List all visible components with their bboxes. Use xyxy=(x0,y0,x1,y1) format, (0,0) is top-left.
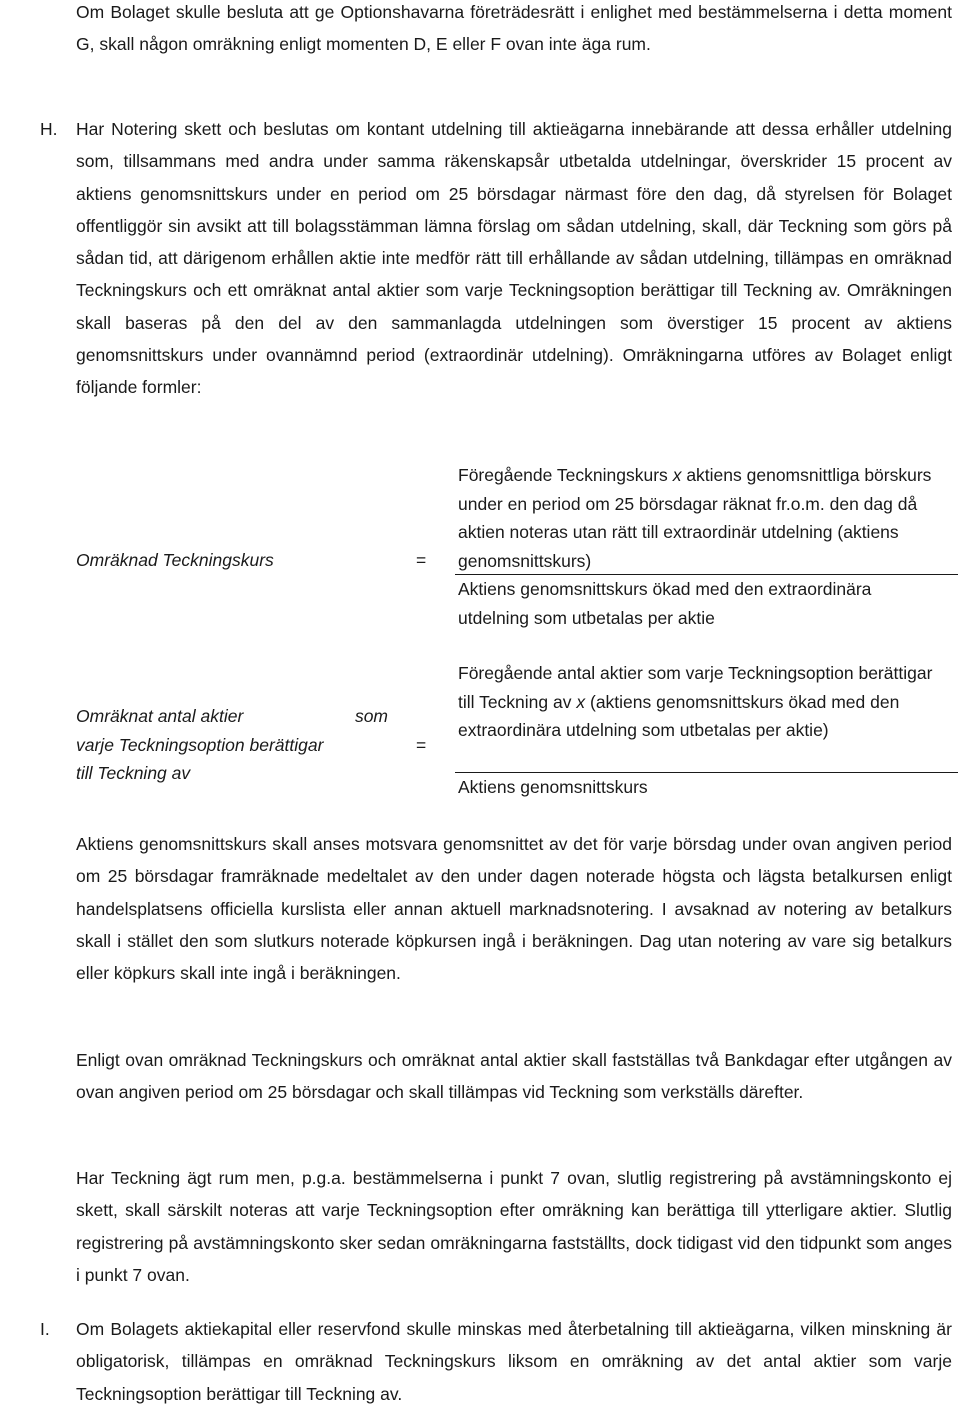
formula2-denominator: Aktiens genomsnittskurs xyxy=(458,777,648,797)
formula1-num-b: aktiens genomsnittliga börskurs under en period om 25 börsdagar räknat fr.o.m. den dag då aktien noteras utan rätt till extraordinär utdelning (aktiens genomsnittskurs) xyxy=(458,465,932,571)
formula1-equals: = xyxy=(416,550,427,570)
formula2-left-line2: varje Teckningsoption berättigar xyxy=(76,734,324,755)
formula2-times: x xyxy=(576,691,586,712)
formula2-left-term xyxy=(76,702,388,788)
formula2-left-line1a: Omräknat antal aktier xyxy=(76,706,244,726)
section-h-paragraph: Har Notering skett och beslutas om kontant utdelning till aktieägarna innebärande att dessa erhåller utdelning som, tillsammans med andra under samma räkenskapsår utbetalda utdelningar, överskrider 15 procent av aktiens genomsnittskurs under en period om 25 börsdagar närmast före den dag, då styrelsen för Bolaget offentliggör sin avsikt att till bolagsstämman lämna förslag om sådan utdelning, skall, där Teckning som görs på sådan tid, att därigenom erhållen aktie inte medför rätt till erhållande av sådan utdelning, tillämpas en omräknad Teckningskurs och ett omräknat antal aktier som varje Teckningsoption berättigar till Teckning av. Omräkningen skall baseras på den del av den sammanlagda utdelningen som överstiger 15 procent av aktiens genomsnittskurs under ovannämnd period (extraordinär utdelning). Omräkningarna utföres av Bolaget enligt följande formler: xyxy=(76,119,952,398)
teckning-registrering-paragraph: Har Teckning ägt rum men, p.g.a. bestämmelserna i punkt 7 ovan, slutlig registrering på avstämningskonto ej skett, skall särskilt noteras att varje Teckningsoption efter omräkning kan berättiga till ytterligare aktier. Slutlig registrering på avstämningskonto sker sedan omräkningarna fastställts, dock tidigast vid den tidpunkt som anges i punkt 7 ovan. xyxy=(76,1168,952,1285)
formula2-numerator xyxy=(458,659,948,745)
section-i-paragraph: Om Bolagets aktiekapital eller reservfond skulle minskas med återbetalning till aktieägarna, vilken minskning är obligatorisk, tillämpas en omräknad Teckningskurs liksom en omräkning av det antal aktier som varje Teckningsoption berättigar till Teckning av. xyxy=(76,1319,952,1404)
faststallas-paragraph: Enligt ovan omräknad Teckningskurs och omräknat antal aktier skall fastställas två Bankdagar efter utgången av ovan angiven period om 25 börsdagar och skall tillämpas vid Teckning som verkställs därefter. xyxy=(76,1050,952,1103)
formula1-num-a: Föregående Teckningskurs xyxy=(458,465,668,485)
formula1-denominator: Aktiens genomsnittskurs ökad med den extraordinära utdelning som utbetalas per aktie xyxy=(458,579,872,628)
formula2-num-b: (aktiens genomsnittskurs ökad med den extraordinära utdelning som utbetalas per aktie) xyxy=(458,691,900,740)
formula2-left-line3: till Teckning av xyxy=(76,763,191,783)
intro-paragraph: Om Bolaget skulle besluta att ge Optionshavarna företrädesrätt i enlighet med bestämmelserna i detta moment G, skall någon omräkning enligt momenten D, E eller F ovan inte äga rum. xyxy=(76,2,952,55)
formula1-times: x xyxy=(672,465,682,485)
formula2-left-line1b: som xyxy=(354,706,388,726)
formula2-equals: = xyxy=(416,735,427,755)
section-i-label: I. xyxy=(40,1319,50,1339)
formula1-numerator xyxy=(458,461,948,575)
genomsnittskurs-paragraph: Aktiens genomsnittskurs skall anses motsvara genomsnittet av det för varje börsdag under ovan angiven period om 25 börsdagar framräknade medeltalet av den under dagen noterade högsta och lägsta betalkursen enligt handelsplatsens officiella kurslista eller annan aktuell marknadsnotering. I avsaknad av notering av betalkurs skall i stället den som slutkurs noterade köpkursen ingå i beräkningen. Dag utan notering av vare sig betalkurs eller köpkurs skall inte ingå i beräkningen. xyxy=(76,834,952,984)
section-h-label: H. xyxy=(40,119,58,139)
formula2-num-a: Föregående antal aktier som varje Teckningsoption berättigar till Teckning av xyxy=(458,663,933,712)
formula1-left-term: Omräknad Teckningskurs xyxy=(76,550,274,570)
